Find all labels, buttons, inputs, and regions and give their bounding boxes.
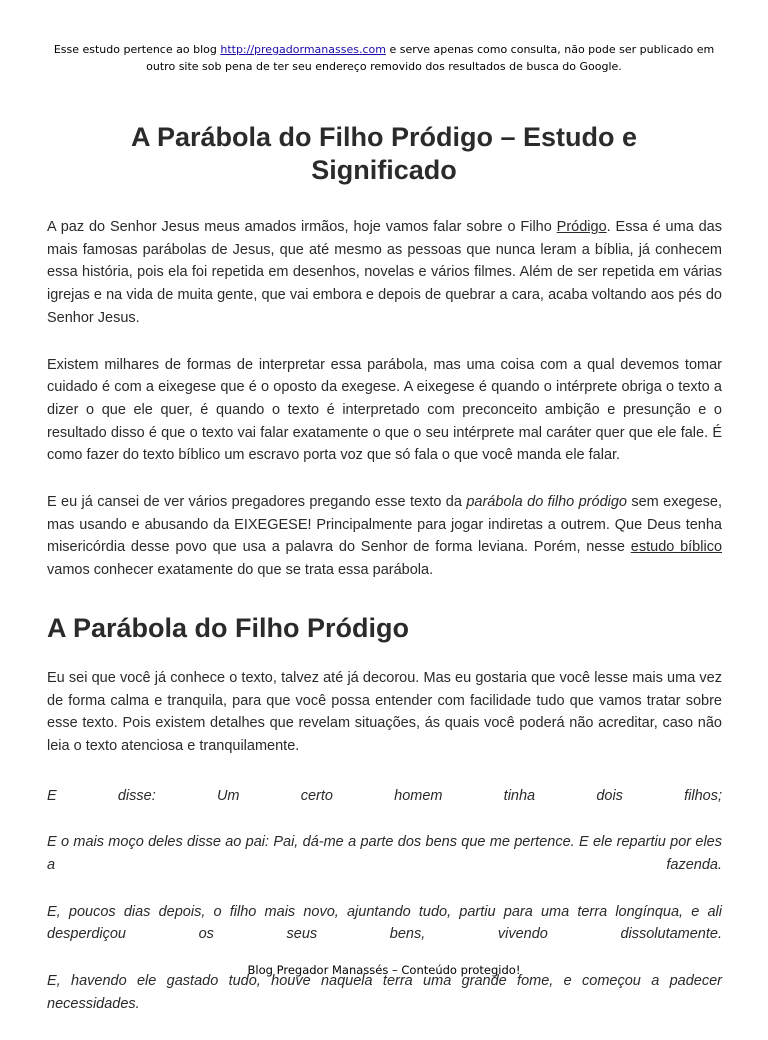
page-title: A Parábola do Filho Pródigo – Estudo e Significado [130, 122, 638, 185]
text: sem exegese, mas usando e abusando da EIXEGESE! Principalmente para jogar indiretas a outrem. Que Deus tenha misericórdia desse povo que usa a palavra do Senhor de forma leviana. Porém, nesse [47, 494, 722, 556]
paragraph-intro [47, 216, 722, 330]
prodigo-link[interactable]: Pródigo [556, 219, 607, 235]
paragraph-pregadores [47, 491, 722, 582]
italic-term: parábola do filho pródigo [466, 494, 627, 511]
text: E eu já cansei de ver vários pregadores pregando esse texto da [47, 494, 467, 511]
paragraph-leitura: Eu sei que você já conhece o texto, talvez até já decorou. Mas eu gostaria que você lesse mais uma vez de forma calma e tranquila, para que você possa entender com facilidade tudo que vamos tratar sobre esse texto. Pois existem detalhes que revelam situações, ás quais você poderá não acreditar, caso não leia o texto atenciosa e tranquilamente. [47, 669, 722, 754]
text: vamos conhecer exatamente do que se trata essa parábola. [47, 562, 434, 579]
section-heading: A Parábola do Filho Pródigo [47, 612, 410, 643]
article-body [47, 216, 722, 1040]
copyright-notice [40, 41, 728, 75]
verse-line: E, poucos dias depois, o filho mais novo, ajuntando tudo, partiu para uma terra longínqua, e ali desperdiçou os seus bens, vivendo dissolutamente. [47, 903, 722, 943]
paragraph-eixegese: Existem milhares de formas de interpretar essa parábola, mas uma coisa com a qual devemos tomar cuidado é com a eixegese que é o oposto da exegese. A eixegese é quando o intérprete obriga o texto a dizer o que ele quer, é quando o texto é interpretado com preconceito ambição e presunção e o resultado disso é que o texto vai falar exatamente o que o seu intérprete mal caráter quer que ele fale. É como fazer do texto bíblico um escravo porta voz que só fala o que você manda ele falar. [47, 356, 722, 464]
scripture-quote [47, 785, 722, 1016]
notice-text-after: e serve apenas como consulta, não pode ser publicado em outro site sob pena de ter seu endereço removido dos resultados de busca do Google. [146, 43, 715, 73]
notice-text-before: Esse estudo pertence ao blog [53, 43, 221, 56]
verse-line: E o mais moço deles disse ao pai: Pai, dá-me a parte dos bens que me pertence. E ele repartiu por eles a fazenda. [47, 834, 722, 874]
estudo-biblico-link[interactable]: estudo bíblico [630, 539, 723, 556]
verse-line: E, havendo ele gastado tudo, houve naquela terra uma grande fome, e começou a padecer necessidades. [47, 973, 722, 1012]
text: . Essa é uma das mais famosas parábolas de Jesus, que até mesmo as pessoas que nunca leram a bíblia, já conhecem essa história, pois ela foi repetida em desenhos, novelas e vários filmes. Além de ser repetida em várias igrejas e na vida de muita gente, que vai embora e depois de quebrar a cara, acaba voltando aos pés do Senhor Jesus. [47, 219, 722, 326]
blog-link[interactable]: http://pregadormanasses.com [220, 43, 386, 56]
footer-notice: Blog Pregador Manassés – Conteúdo protegido! [247, 963, 521, 977]
verse-line: E disse: Um certo homem tinha dois filhos; [47, 787, 722, 804]
text: A paz do Senhor Jesus meus amados irmãos, hoje vamos falar sobre o Filho [47, 219, 557, 235]
